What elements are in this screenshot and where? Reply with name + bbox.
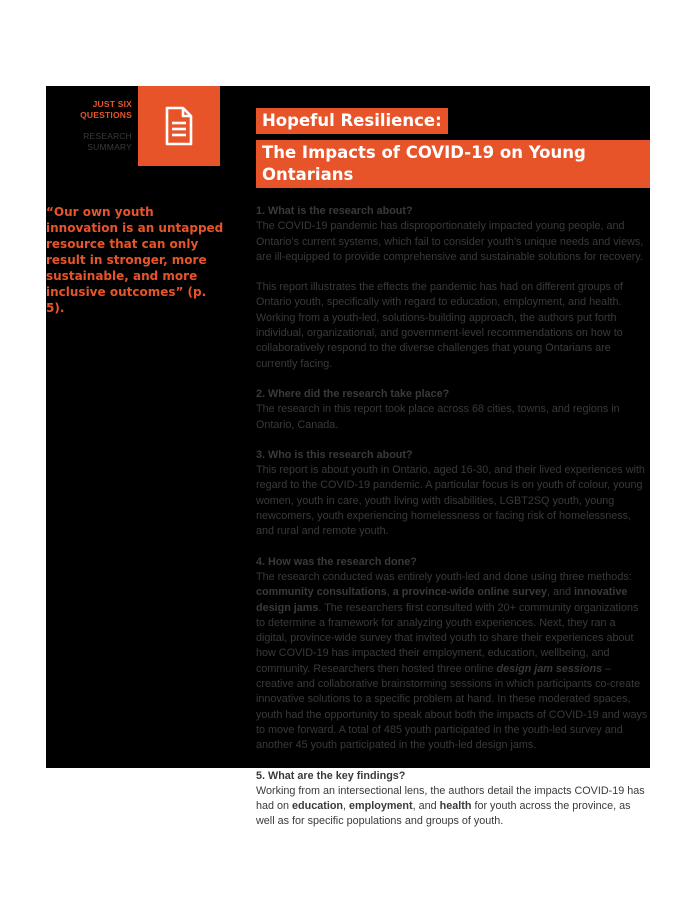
summary-body — [256, 204, 648, 845]
title-line2: The Impacts of COVID-19 on Young Ontarians — [256, 140, 650, 188]
finding-health: health — [439, 800, 472, 813]
section-3 — [256, 448, 648, 540]
answer-4-sep2: , and — [547, 586, 575, 599]
method-consultations: community consultations — [256, 586, 387, 599]
method-design-jams: innovative design jams — [256, 586, 628, 614]
answer-4-mid: The researchers first consulted with 20+ community organizations to determine a framework for analyzing youth experiences. Next, they ran a digital, province-wide survey that invited youth to share their experiences about how COVID-19 has impacted their employment, education, wellbeing, and community. Researchers then hosted three online — [256, 601, 639, 675]
document-icon-box — [138, 86, 220, 166]
section-1-cont — [256, 280, 648, 372]
finding-employment: employment — [349, 800, 413, 813]
section-1 — [256, 204, 648, 265]
question-1: 1. What is the research about? — [256, 205, 413, 217]
section-5 — [256, 769, 648, 830]
question-4: 4. How was the research done? — [256, 555, 417, 568]
finding-education: education — [292, 800, 344, 813]
answer-5-c1: , — [343, 800, 350, 813]
method-survey: a province-wide online survey — [392, 586, 547, 599]
series-label-line2: QUESTIONS — [80, 110, 132, 120]
answer-4-rest: – creative and collaborative brainstorming sessions in which participants co-create innovative solutions to a specific problem at hand. In these moderated spaces, youth had the opportunity to speak about both the impacts of COVID-19 and ways to move forward. A total of 485 youth participated in the youth-led survey and another 45 youth participated in the youth-led design jams. — [256, 662, 648, 752]
answer-2: The research in this report took place across 68 cities, towns, and regions in Ontario, Canada. — [256, 403, 620, 431]
series-label — [46, 86, 132, 153]
title-line1: Hopeful Resilience: — [256, 108, 448, 134]
answer-5-p2: for youth across the province, as well as for specific populations and groups of youth. — [256, 800, 631, 828]
summary-panel — [46, 86, 650, 828]
series-label-line1: JUST SIX — [92, 99, 132, 109]
answer-1-para-1: The COVID-19 pandemic has disproportionately impacted young people, and Ontario’s current systems, which fail to consider youth’s unique needs and views, are ill-equipped to provide comprehensive and sustainable solutions for recovery. — [256, 220, 644, 263]
section-4 — [256, 555, 648, 754]
question-3: 3. Who is this research about? — [256, 448, 413, 461]
answer-4-end: . — [318, 601, 322, 614]
answer-4-intro: The research conducted was entirely youth-led and done using three methods: — [256, 570, 632, 583]
doc-type-line1: RESEARCH — [83, 131, 132, 141]
pull-quote: “Our own youth innovation is an untapped resource that can only result in stronger, more sustainable, and more inclusive outcomes” (p. 5). — [46, 205, 224, 315]
section-2 — [256, 387, 648, 433]
answer-5-p1: Working from an intersectional lens, the authors detail the impacts COVID-19 has had on — [256, 784, 645, 813]
page-title — [256, 108, 650, 188]
question-5: 5. What are the key findings? — [256, 769, 406, 782]
answer-3: This report is about youth in Ontario, aged 16-30, and their lived experiences with regard to the COVID-19 pandemic. A particular focus is on youth of colour, young women, youth in care, youth living with disabilities, LGBT2SQ youth, young newcomers, youth experiencing homelessness or facing risk of homelessness, and rural and remote youth. — [256, 464, 645, 538]
answer-4-sep1: , — [386, 586, 393, 599]
document-icon — [164, 106, 194, 146]
design-jam-sessions: design jam sessions — [496, 662, 603, 675]
question-2: 2. Where did the research take place? — [256, 387, 450, 400]
answer-5-c2: , and — [412, 800, 440, 813]
doc-type-line2: SUMMARY — [87, 142, 132, 152]
answer-1-para-2: This report illustrates the effects the pandemic has had on different groups of Ontario youth, specifically with regard to education, employment, and health. Working from a youth-led, solutions-building approach, the authors put forth individual, organizational, and government-level recommendations on how to collaboratively respond to the diverse challenges that young Ontarians are currently facing. — [256, 281, 623, 370]
